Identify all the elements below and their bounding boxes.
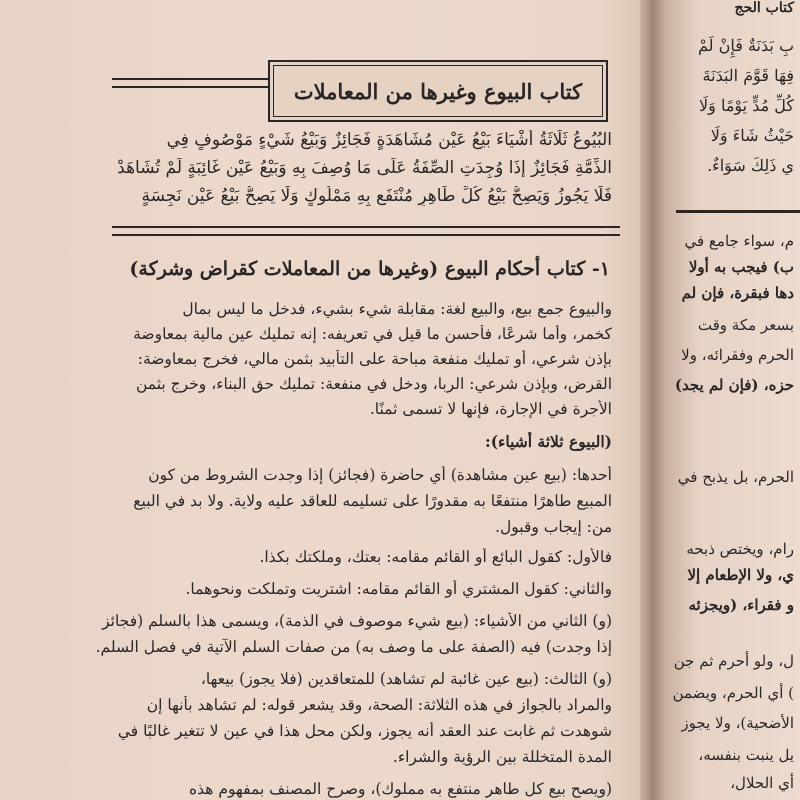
body-line: أحدها: (بيع عين مشاهدة) أي حاضرة (فجائز) إذا وجدت الشروط من كون xyxy=(148,466,612,484)
body-line: فالأول: كقول البائع أو القائم مقامه: بعتك، وملكتك بكذا. xyxy=(259,548,612,566)
body-line: (و) الثاني من الأشياء: (بيع شيء موصوف في الذمة)، ويسمى هذا بالسلم (فجائز xyxy=(102,612,612,630)
section-heading: ١- كتاب أحكام البيوع (وغيرها من المعاملات كقراض وشركة) xyxy=(129,258,610,280)
side-line: ي، ولا الإطعام إلا xyxy=(687,566,794,584)
side-line: أي الحلال، xyxy=(730,774,794,792)
side-line: فِهَا قَوَّمَ البَدَنَةَ xyxy=(702,66,794,85)
matn-line: فَلَا يَجُوزُ وَيَصِحُّ بَيْعُ كُلِّ طَاهِرٍ مُنْتَفَعٍ بِهِ مَمْلُوكٍ وَلَا يَصِحُّ بَيْعُ عَيْنٍ نَجِسَةٍ xyxy=(141,186,612,206)
side-line: ي ذَلِكَ سَوَاءٌ. xyxy=(707,156,794,175)
body-line: من: إيجاب وقبول. xyxy=(495,518,612,536)
body-line: شوهدت ثم غابت عند العقد أنه يجوز، ولكن محل هذا في عين لا تتغير غالبًا في xyxy=(117,722,612,740)
side-line: م، سواء جامع في xyxy=(684,232,794,250)
double-rule-left xyxy=(112,78,270,88)
title-banner xyxy=(268,60,608,122)
body-line: بإذن شرعي، أو تمليك منفعة مباحة على التأبيد بثمن مالي، فخرج بمعاوضة: xyxy=(137,350,612,368)
side-line: و فقراء، (ويجزئه xyxy=(688,596,794,614)
matn-line: الذِّمَّةِ فَجَائِزٌ إِذَا وُجِدَتِ الصِّفَةُ عَلَى مَا وُصِفَ بِهِ وَبَيْعُ عَيْنٍ غَائِبَةٍ لَمْ تُشَاهَدْ xyxy=(117,158,612,178)
side-line: الحرم، بل يذبح في xyxy=(677,468,794,486)
side-line: حَيْثُ شَاءَ وَلَا xyxy=(710,126,794,145)
side-line: ب) فيجب به أولا xyxy=(688,258,794,276)
side-line: بِ بَدَنَةٌ فَإِنْ لَمْ xyxy=(698,36,794,55)
body-line: والبيوع جمع بيع، والبيع لغة: مقابلة شيء بشيء، فدخل ما ليس بمال xyxy=(182,300,612,318)
side-line: الأضحية)، ولا يجوز xyxy=(681,714,794,732)
body-line: المبيع طاهرًا منتفعًا به مقدورًا على تسليمه للعاقد عليه ولاية. ولا بد في البيع xyxy=(133,492,612,510)
side-line: الحرم وفقرائه، ولا xyxy=(681,346,794,364)
side-line: يل ينبت بنفسه، xyxy=(698,746,794,764)
side-line: دها فبقرة، فإن لم xyxy=(681,284,794,302)
side-line: ل، ولو أحرم ثم جن xyxy=(673,652,794,670)
body-line: والثاني: كقول المشتري أو القائم مقامه: اشتريت وتملكت ونحوهما. xyxy=(185,580,612,598)
body-line: والمراد بالجواز في هذه الثلاثة: الصحة، وقد يشعر قوله: لم تشاهد بأنها إن xyxy=(146,696,612,714)
side-page-header: كتاب الحج xyxy=(734,0,794,16)
body-line: (و) الثالث: (بيع عين غائبة لم تشاهد) للمتعاقدين (فلا يجوز) بيعها، xyxy=(200,670,612,688)
matn-line: البُيُوعُ ثَلَاثَةُ أَشْيَاءَ بَيْعُ عَيْنٍ مُشَاهَدَةٍ فَجَائِزٌ وَبَيْعُ شَيْءٍ مَوْصُوفٍ فِي xyxy=(166,130,612,150)
side-line: حزه، (فإن لم يجد) xyxy=(674,376,794,394)
body-line: الأجرة في الإجارة، فإنها لا تسمى ثمنًا. xyxy=(369,400,612,418)
body-line: كخمر، وأما شرعًا، فأحسن ما قيل في تعريفه: إنه تمليك عين مالية بمعاوضة xyxy=(133,325,612,343)
side-line: ) أي الحرم، ويضمن xyxy=(672,684,794,702)
side-line: بسعر مكة وقت xyxy=(697,316,794,334)
body-line: المدة المتخللة بين الرؤية والشراء. xyxy=(392,748,612,766)
side-line: كُلِّ مُدٍّ يَوْمًا وَلَا xyxy=(699,96,794,115)
body-line: القرض، وبإذن شرعي: الربا، ودخل في منفعة: تمليك حق البناء، وخرج بثمن xyxy=(135,375,612,393)
left-page xyxy=(664,0,800,800)
body-line: إذا وجدت) فيه (الصفة على ما وصف به) من صفات السلم الآتية في فصل السلم. xyxy=(95,638,612,656)
double-rule-divider xyxy=(112,226,620,236)
side-line: رام، ويختص ذبحه xyxy=(686,540,794,558)
sub-heading: (البيوع ثلاثة أشياء): xyxy=(485,432,612,451)
side-page-divider xyxy=(676,210,800,213)
body-line: (ويصح بيع كل طاهر منتفع به مملوك)، وصرح المصنف بمفهوم هذه xyxy=(189,780,612,798)
banner-title: كتاب البيوع وغيرها من المعاملات xyxy=(293,78,583,104)
